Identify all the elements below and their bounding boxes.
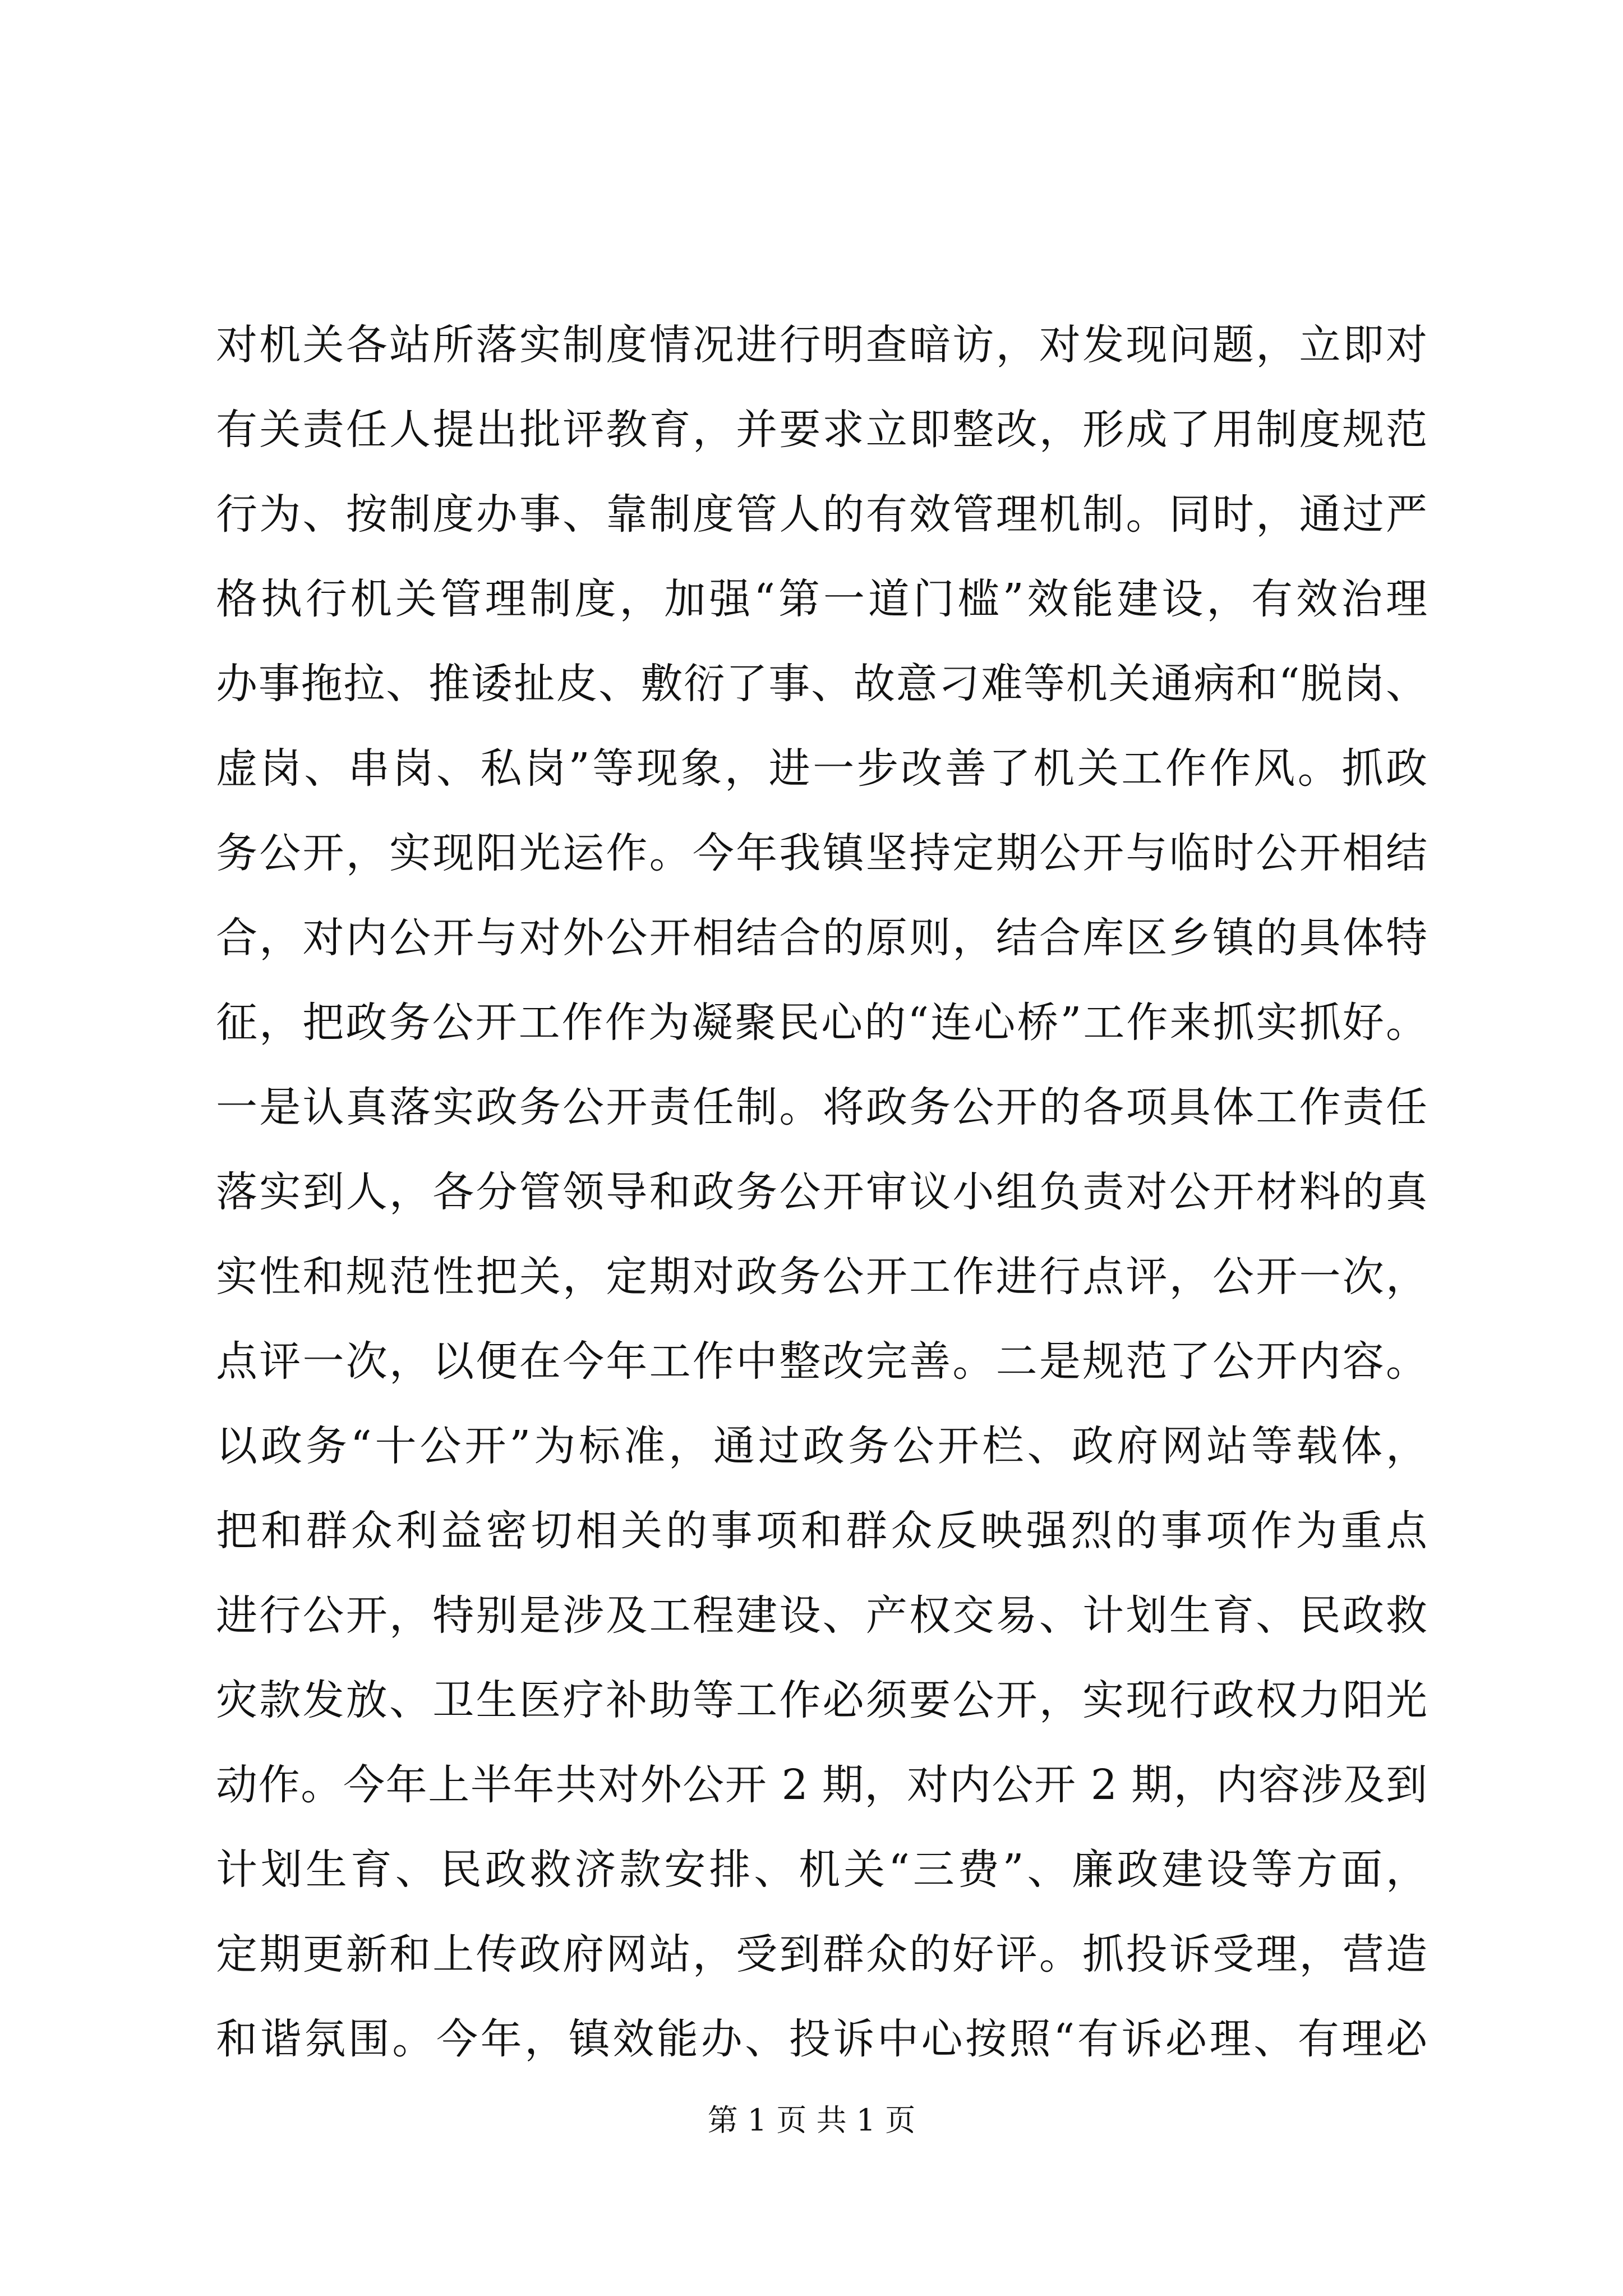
text-line: 点评一次，以便在今年工作中整改完善。二是规范了公开内容。	[216, 1337, 1427, 1386]
text-line: 进行公开，特别是涉及工程建设、产权交易、计划生育、民政救	[216, 1591, 1427, 1640]
text-line: 务公开，实现阳光运作。今年我镇坚持定期公开与临时公开相结	[216, 829, 1427, 877]
text-line: 以政务“十公开”为标准，通过政务公开栏、政府网站等载体，	[216, 1422, 1427, 1470]
text-line: 格执行机关管理制度，加强“第一道门槛”效能建设，有效治理	[216, 575, 1427, 623]
text-line: 合，对内公开与对外公开相结合的原则，结合库区乡镇的具体特	[216, 914, 1427, 962]
text-line: 把和群众利益密切相关的事项和群众反映强烈的事项作为重点	[216, 1507, 1427, 1555]
text-line: 办事拖拉、推诿扯皮、敷衍了事、故意刁难等机关通病和“脱岗、	[216, 660, 1427, 708]
text-line: 实性和规范性把关，定期对政务公开工作进行点评，公开一次，	[216, 1253, 1427, 1301]
text-line: 和谐氛围。今年，镇效能办、投诉中心按照“有诉必理、有理必	[216, 2015, 1427, 2063]
text-line: 虚岗、串岗、私岗”等现象，进一步改善了机关工作作风。抓政	[216, 744, 1427, 793]
text-line: 一是认真落实政务公开责任制。将政务公开的各项具体工作责任	[216, 1083, 1427, 1131]
page-number-label: 第 1 页 共 1 页	[707, 2102, 916, 2138]
text-line: 计划生育、民政救济款安排、机关“三费”、廉政建设等方面，	[216, 1846, 1427, 1894]
text-line: 对机关各站所落实制度情况进行明查暗访，对发现问题，立即对	[216, 321, 1427, 369]
text-line: 征，把政务公开工作作为凝聚民心的“连心桥”工作来抓实抓好。	[216, 999, 1427, 1047]
page-footer	[0, 2101, 1623, 2140]
text-line: 有关责任人提出批评教育，并要求立即整改，形成了用制度规范	[216, 406, 1427, 454]
text-line: 定期更新和上传政府网站，受到群众的好评。抓投诉受理，营造	[216, 1930, 1427, 1978]
text-line: 灾款发放、卫生医疗补助等工作必须要公开，实现行政权力阳光	[216, 1676, 1427, 1724]
text-line: 落实到人，各分管领导和政务公开审议小组负责对公开材料的真	[216, 1168, 1427, 1216]
text-line: 行为、按制度办事、靠制度管人的有效管理机制。同时，通过严	[216, 490, 1427, 539]
body-text	[216, 303, 1427, 2082]
text-line: 动作。今年上半年共对外公开 2 期，对内公开 2 期，内容涉及到	[216, 1761, 1427, 1809]
